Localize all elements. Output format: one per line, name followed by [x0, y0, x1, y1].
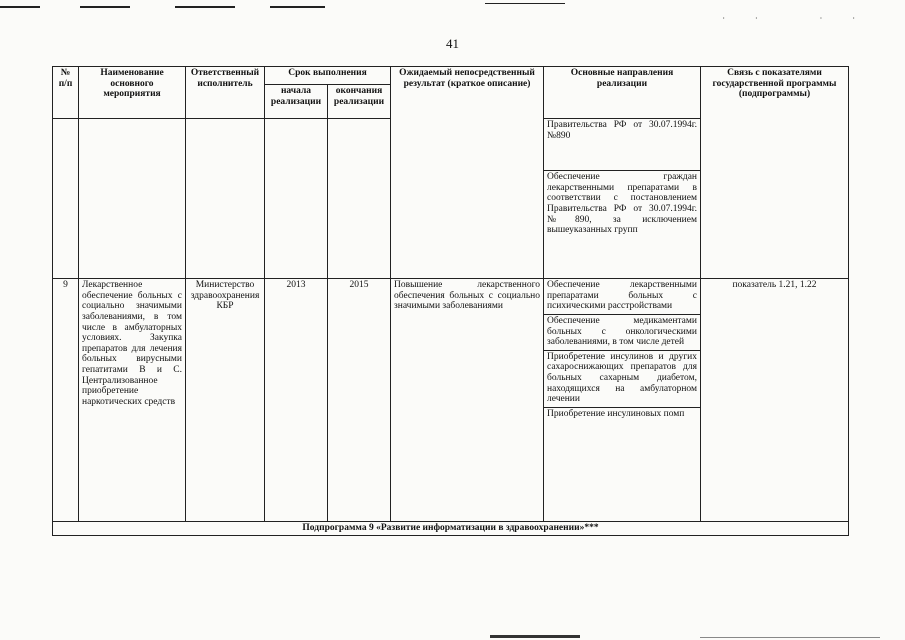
- scan-artifact: [175, 6, 235, 8]
- row-num: 9: [53, 279, 79, 522]
- continuation-directions: [544, 119, 701, 279]
- cell-empty: [79, 119, 186, 279]
- header-link: Связь с показателями государственной программы (подпрограммы): [701, 67, 849, 279]
- direction-item: Приобретение инсулиновых помп: [547, 408, 685, 419]
- scan-marks: ·· ··: [722, 14, 885, 23]
- direction-item: Обеспечение граждан лекарственными препаратами в соответствии с постановлением Правительства РФ от 30.07.1994г. №890, за исключением вышеуказанных групп: [547, 172, 697, 236]
- header-start: начала реализации: [265, 85, 328, 119]
- row-start: 2013: [265, 279, 328, 522]
- row-name: Лекарственное обеспечение больных с социально значимыми заболеваниями, в том числе в амбулаторных условиях. Закупка препаратов для лечения больных вирусными гепатитами В и С. Централизованное приобретение наркотических средств: [79, 279, 186, 522]
- row-directions: [544, 279, 701, 522]
- subprogram-row: [53, 522, 849, 536]
- direction-item: Приобретение инсулинов и других сахароснижающих препаратов для больных сахарным диабетом, находящихся на амбулаторном лечении: [544, 351, 700, 408]
- header-name: Наименование основного мероприятия: [79, 67, 186, 119]
- header-responsible: Ответственный исполнитель: [186, 67, 265, 119]
- subprogram-title: Подпрограмма 9 «Развитие информатизации в здравоохранении»***: [53, 522, 849, 536]
- scan-artifact: [700, 637, 880, 638]
- header-period: Срок выполнения: [265, 67, 391, 85]
- measures-table: [52, 66, 849, 536]
- scan-artifact: [80, 6, 130, 8]
- header-num: № п/п: [53, 67, 79, 119]
- direction-item: Обеспечение медикаментами больных с онкологическими заболеваниями, в том числе детей: [544, 315, 700, 351]
- header-result: Ожидаемый непосредственный результат (краткое описание): [391, 67, 544, 279]
- row-link: показатель 1.21, 1.22: [701, 279, 849, 522]
- scan-artifact: [270, 6, 325, 8]
- row-result: Повышение лекарственного обеспечения больных с социально значимыми заболеваниями: [391, 279, 544, 522]
- cell-empty: [265, 119, 328, 279]
- direction-item: Обеспечение лекарственными препаратами больных с психическими расстройствами: [544, 279, 700, 315]
- scan-artifact: [0, 6, 40, 8]
- header-directions: Основные направления реализации: [544, 67, 701, 119]
- scan-artifact: [490, 635, 580, 638]
- cell-empty: [53, 119, 79, 279]
- table-row: [53, 279, 849, 522]
- row-responsible: Министерство здравоохранения КБР: [186, 279, 265, 522]
- cell-empty: [328, 119, 391, 279]
- header-end: окончания реализации: [328, 85, 391, 119]
- cell-empty: [186, 119, 265, 279]
- header-row: [53, 67, 849, 85]
- direction-item: Правительства РФ от 30.07.1994г. №890: [544, 119, 700, 171]
- page-number: 41: [446, 36, 459, 51]
- row-end: 2015: [328, 279, 391, 522]
- scan-artifact: [485, 3, 565, 4]
